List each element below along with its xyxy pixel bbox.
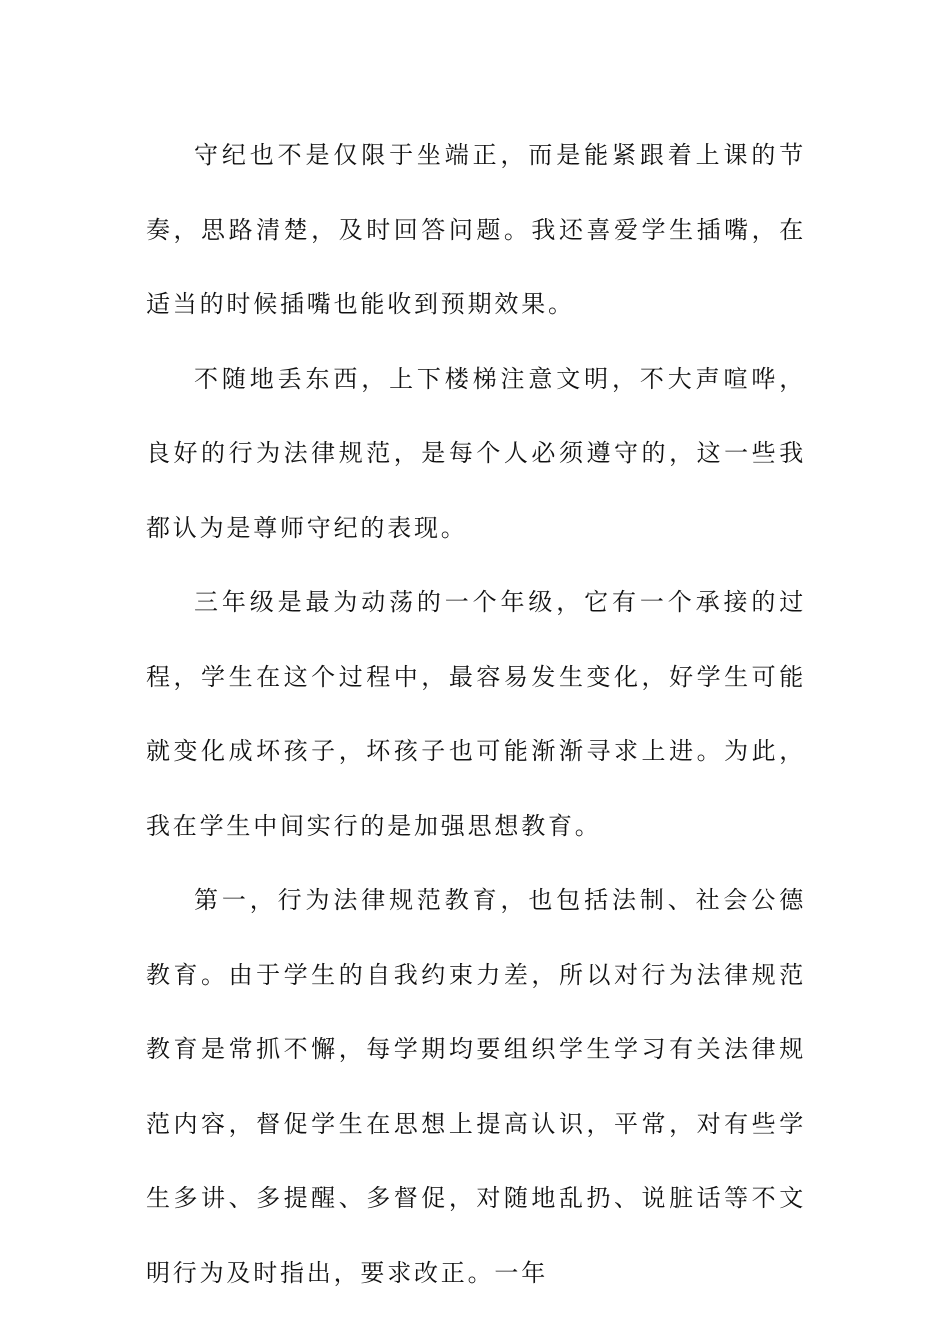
document-body bbox=[146, 118, 806, 1310]
paragraph-3: 三年级是最为动荡的一个年级，它有一个承接的过程，学生在这个过程中，最容易发生变化，好学生可能就变化成坏孩子，坏孩子也可能渐渐寻求上进。为此，我在学生中间实行的是加强思想教育。 bbox=[146, 588, 806, 840]
paragraph-2: 不随地丢东西，上下楼梯注意文明，不大声喧哗，良好的行为法律规范，是每个人必须遵守的，这一些我都认为是尊师守纪的表现。 bbox=[146, 364, 806, 542]
paragraph-4: 第一，行为法律规范教育，也包括法制、社会公德教育。由于学生的自我约束力差，所以对行为法律规范教育是常抓不懈，每学期均要组织学生学习有关法律规范内容，督促学生在思想上提高认识，平常，对有些学生多讲、多提醒、多督促，对随地乱扔、说脏话等不文明行为及时指出，要求改正。一年 bbox=[146, 886, 806, 1287]
paragraph-1: 守纪也不是仅限于坐端正，而是能紧跟着上课的节奏，思路清楚，及时回答问题。我还喜爱学生插嘴，在适当的时候插嘴也能收到预期效果。 bbox=[146, 141, 806, 318]
